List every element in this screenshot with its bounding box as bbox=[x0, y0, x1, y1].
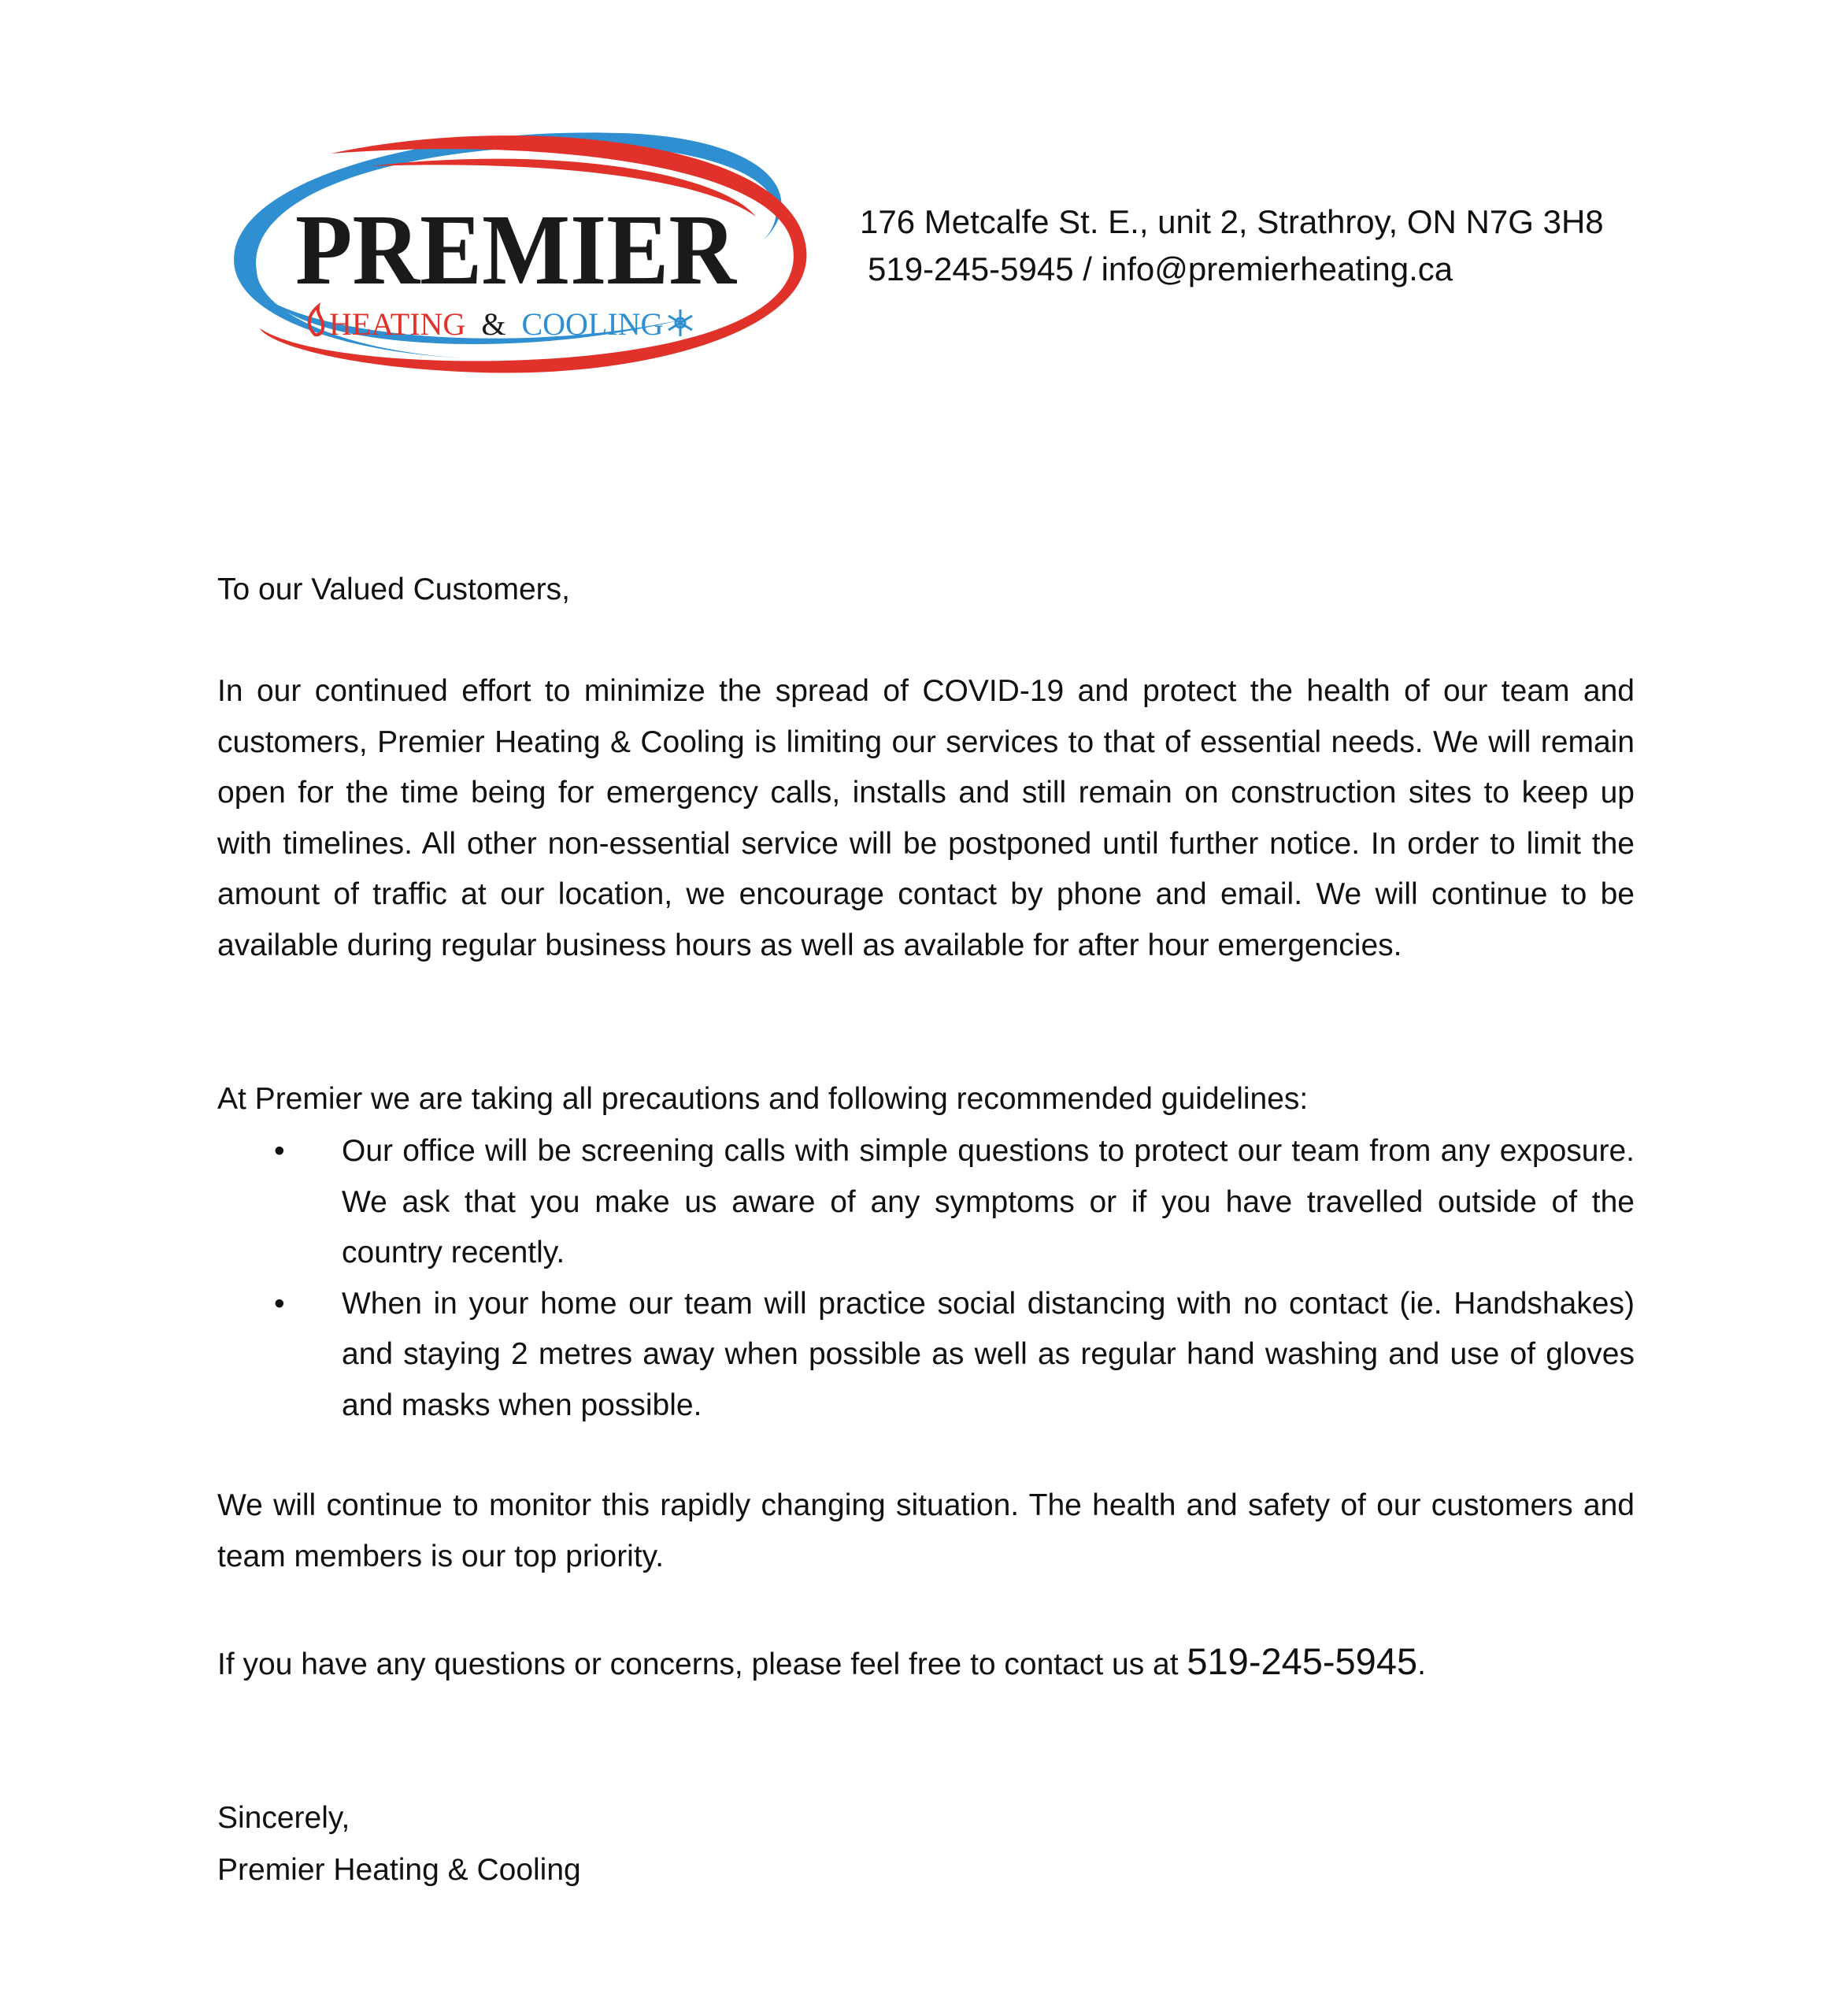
logo-tagline-heating: HEATING bbox=[329, 306, 466, 342]
logo-tagline-cooling: COOLING bbox=[521, 306, 664, 342]
letter-closing: Sincerely, bbox=[217, 1801, 350, 1835]
logo-tagline-amp: & bbox=[481, 306, 506, 342]
precautions-list bbox=[217, 1126, 1635, 1431]
company-contact-block bbox=[860, 198, 1604, 293]
contact-sentence: If you have any questions or concerns, please feel free to contact us at bbox=[217, 1647, 1187, 1681]
letter-signoff bbox=[217, 1792, 1635, 1896]
contact-sentence-end: . bbox=[1417, 1647, 1426, 1681]
company-address: 176 Metcalfe St. E., unit 2, Strathroy, ON N7G 3H8 bbox=[860, 203, 1604, 240]
letter-greeting: To our Valued Customers, bbox=[217, 573, 570, 606]
letter-signature: Premier Heating & Cooling bbox=[217, 1853, 581, 1887]
list-item bbox=[217, 1279, 1635, 1432]
company-logo bbox=[213, 122, 819, 382]
list-item-text: Our office will be screening calls with simple questions to protect our team from any exposure. We ask that you make us aware of any symptoms or if you have travelled outside of the country recently. bbox=[342, 1134, 1635, 1269]
letter-paragraph-3: We will continue to monitor this rapidly changing situation. The health and safety of our customers and team members is our top priority. bbox=[217, 1488, 1635, 1573]
bullet-icon: • bbox=[274, 1286, 285, 1321]
company-phone-email: 519-245-5945 / info@premierheating.ca bbox=[868, 250, 1453, 287]
letter-paragraph-1: In our continued effort to minimize the spread of COVID-19 and protect the health of our team and customers, Premier Heating & Cooling is limiting our services to that of essential needs. We will remain open for the time being for emergency calls, installs and still remain on construction sites to keep up with timelines. All other non-essential service will be postponed until further notice. In order to limit the amount of traffic at our location, we encourage contact by phone and email. We will continue to be available during regular business hours as well as available for after hour emergencies. bbox=[217, 674, 1635, 962]
logo-tagline bbox=[329, 306, 663, 342]
list-item-text: When in your home our team will practice social distancing with no contact (ie. Handshakes) and staying 2 metres away when possible as well as regular hand washing and use of gloves and masks when possible. bbox=[342, 1286, 1635, 1422]
contact-phone-number: 519-245-5945 bbox=[1187, 1640, 1418, 1682]
logo-wordmark: PREMIER bbox=[295, 194, 738, 306]
letter-paragraph-4 bbox=[217, 1636, 1635, 1691]
snowflake-icon bbox=[668, 309, 692, 336]
letter-paragraph-2: At Premier we are taking all precautions and following recommended guidelines: bbox=[217, 1082, 1309, 1116]
bullet-icon: • bbox=[274, 1134, 285, 1168]
logo-graphic bbox=[213, 122, 819, 382]
list-item bbox=[217, 1126, 1635, 1279]
